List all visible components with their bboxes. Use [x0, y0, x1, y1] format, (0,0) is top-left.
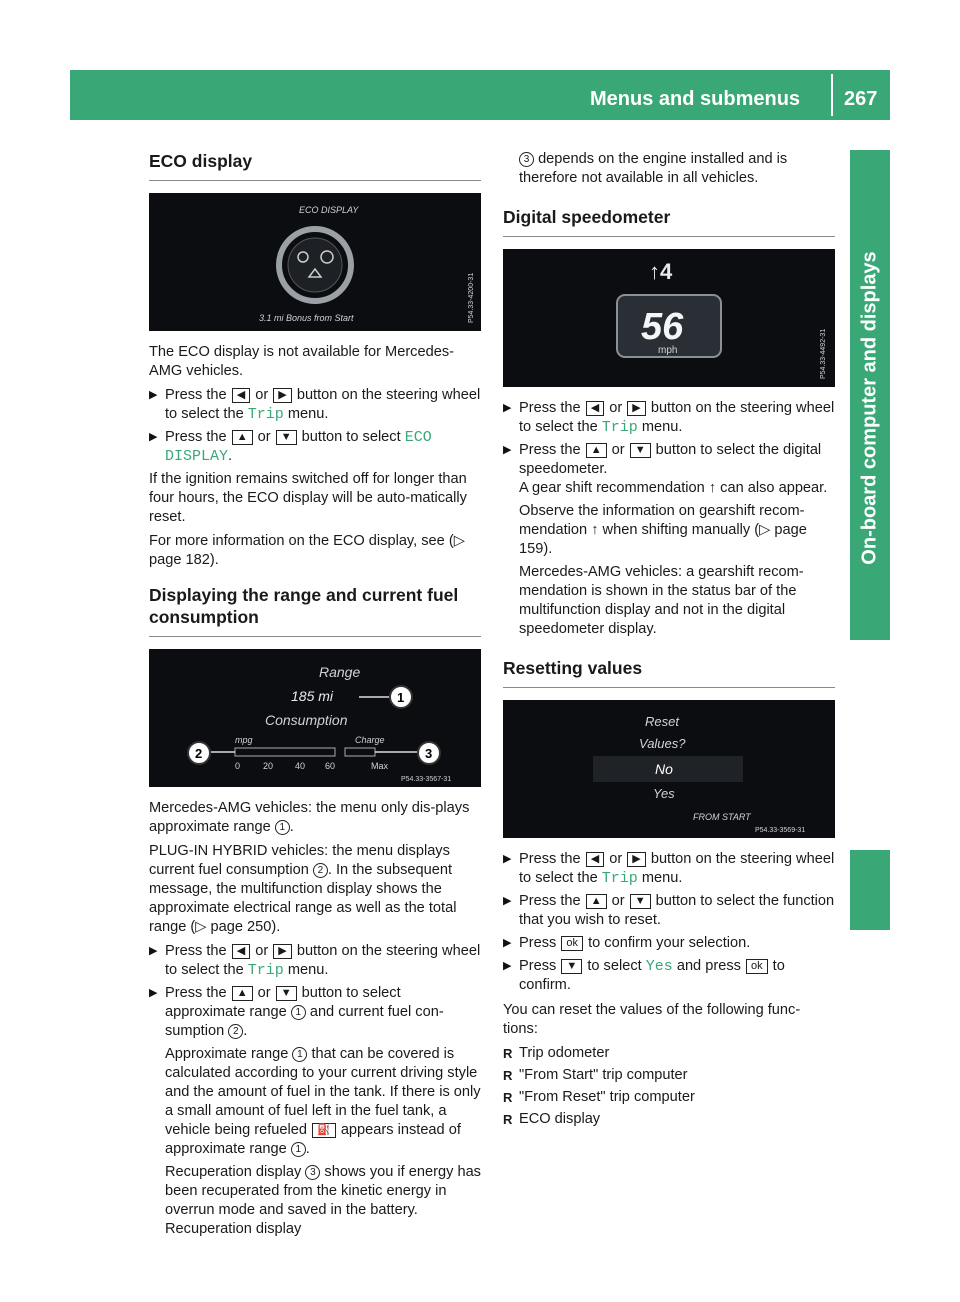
- svg-text:Consumption: Consumption: [265, 712, 348, 728]
- right-key-icon: ▶: [273, 944, 291, 959]
- eco-fig-code: P54.33-4200-31: [468, 272, 475, 323]
- trip-menu: Trip: [247, 406, 284, 423]
- svg-text:Values?: Values?: [639, 736, 686, 751]
- range-heading: Displaying the range and current fuel consumption: [149, 584, 481, 637]
- speedo-figure: [503, 249, 835, 387]
- svg-text:60: 60: [325, 761, 336, 771]
- list-item: R Trip odometer: [503, 1044, 835, 1063]
- down-key-icon: ▼: [630, 894, 651, 909]
- right-key-icon: ▶: [627, 401, 645, 416]
- down-key-icon: ▼: [276, 430, 297, 445]
- reset-step-2: ▶ Press the ▲ or ▼ button to select the function that you wish to reset.: [503, 892, 835, 930]
- svg-text:No: No: [655, 761, 673, 777]
- trip-menu: Trip: [247, 962, 284, 979]
- eco-step-2: ▶ Press the ▲ or ▼ button to select ECO DISPLAY.: [149, 428, 481, 466]
- reset-heading: Resetting values: [503, 657, 835, 688]
- up-key-icon: ▲: [586, 443, 607, 458]
- svg-text:mph: mph: [658, 345, 678, 356]
- reset-figure: [503, 700, 835, 838]
- svg-text:P54.33-3569-31: P54.33-3569-31: [755, 827, 806, 834]
- up-key-icon: ▲: [232, 430, 253, 445]
- ok-key-icon: ok: [746, 959, 768, 974]
- eco-display-menu: ECO DISPLAY: [165, 429, 432, 465]
- svg-text:P54.33-3567-31: P54.33-3567-31: [401, 776, 452, 783]
- up-key-icon: ▲: [232, 986, 253, 1001]
- left-key-icon: ◀: [586, 401, 604, 416]
- eco-fig-title: ECO DISPLAY: [299, 205, 359, 215]
- eco-p2: If the ignition remains switched off for longer than four hours, the ECO display will be auto-matically reset.: [149, 471, 467, 525]
- svg-text:Range: Range: [319, 664, 361, 680]
- down-key-icon: ▼: [276, 986, 297, 1001]
- svg-text:Charge: Charge: [355, 735, 385, 745]
- svg-text:40: 40: [295, 761, 306, 771]
- trip-menu: Trip: [601, 419, 638, 436]
- range-figure: [149, 649, 481, 787]
- eco-p1: The ECO display is not available for Mercedes-AMG vehicles.: [149, 344, 454, 379]
- svg-text:0: 0: [235, 761, 241, 771]
- side-tab-text: On-board computer and displays: [858, 251, 881, 565]
- svg-text:56: 56: [641, 306, 684, 348]
- svg-text:1: 1: [397, 690, 405, 705]
- right-column: [503, 150, 835, 1132]
- eco-p3: For more information on the ECO display, see (▷ page 182).: [149, 533, 465, 568]
- range-sub-2-cont: 3 depends on the engine installed and is therefore not available in all vehicles.: [519, 151, 788, 186]
- left-key-icon: ◀: [586, 852, 604, 867]
- svg-text:mpg: mpg: [235, 735, 253, 745]
- svg-text:FROM START: FROM START: [693, 812, 751, 822]
- range-sub-2: Recuperation display 3 shows you if energy has been recuperated from the kinetic energy in overrun mode and saved in the battery. Recuperation display: [165, 1164, 481, 1237]
- reset-step-3: ▶ Press ok to confirm your selection.: [503, 934, 835, 953]
- svg-text:Yes: Yes: [653, 786, 675, 801]
- speedo-sub-2: Observe the information on gearshift recom-mendation ↑ when shifting manually (▷ page 159).: [519, 503, 807, 557]
- svg-text:Reset: Reset: [645, 714, 679, 729]
- reset-step-4: ▶ Press ▼ to select Yes and press ok to confirm.: [503, 957, 835, 995]
- right-key-icon: ▶: [273, 388, 291, 403]
- eco-fig-bottom: 3.1 mi Bonus from Start: [259, 313, 354, 323]
- speedo-step-1: ▶ Press the ◀ or ▶ button on the steering wheel to select the Trip menu.: [503, 399, 835, 437]
- reset-p1: You can reset the values of the following func-tions:: [503, 1002, 801, 1037]
- left-key-icon: ◀: [232, 944, 250, 959]
- eco-heading: ECO display: [149, 150, 481, 181]
- speedo-heading: Digital speedometer: [503, 206, 835, 237]
- trip-menu: Trip: [601, 870, 638, 887]
- right-key-icon: ▶: [627, 852, 645, 867]
- fuel-icon: ⛽: [312, 1123, 336, 1138]
- range-step-2: ▶ Press the ▲ or ▼ button to select approximate range 1 and current fuel con-sumption 2 .: [149, 984, 481, 1041]
- ok-key-icon: ok: [561, 936, 583, 951]
- up-key-icon: ▲: [586, 894, 607, 909]
- svg-text:2: 2: [195, 746, 203, 761]
- left-column: [149, 150, 481, 1243]
- range-sub-1: Approximate range 1 that can be covered is calculated according to your current driving style and the amount of fuel in the tank. If there is only a small amount of fuel left in the fuel tank, a vehicle being refueled ⛽ appears instead of approximate range 1 .: [165, 1046, 481, 1157]
- down-key-icon: ▼: [561, 959, 582, 974]
- range-step-1: ▶ Press the ◀ or ▶ button on the steering wheel to select the Trip menu.: [149, 942, 481, 980]
- list-item: R ECO display: [503, 1110, 835, 1129]
- side-marker: [850, 850, 890, 930]
- header-divider: [831, 74, 833, 116]
- svg-text:Max: Max: [371, 761, 389, 771]
- speedo-sub-3: Mercedes-AMG vehicles: a gearshift recom-mendation is shown in the status bar of the multifunction display and not in the digital speedometer display.: [519, 564, 804, 637]
- eco-figure: [149, 193, 481, 331]
- svg-text:3: 3: [425, 746, 433, 761]
- svg-text:20: 20: [263, 761, 274, 771]
- reset-step-1: ▶ Press the ◀ or ▶ button on the steering wheel to select the Trip menu.: [503, 850, 835, 888]
- eco-step-1: ▶ Press the ◀ or ▶ button on the steering wheel to select the Trip menu.: [149, 386, 481, 424]
- header-title: Menus and submenus: [590, 88, 801, 110]
- list-item: R "From Start" trip computer: [503, 1066, 835, 1085]
- svg-text:185 mi: 185 mi: [291, 688, 334, 704]
- range-p2: PLUG-IN HYBRID vehicles: the menu displays current fuel consumption 2 . In the subsequent message, the multifunction display shows the approximate electrical range as well as the total range (▷ page 250).: [149, 843, 457, 935]
- svg-text:P54.33-4492-31: P54.33-4492-31: [820, 328, 827, 379]
- svg-text:↑4: ↑4: [649, 259, 673, 284]
- down-key-icon: ▼: [630, 443, 651, 458]
- yes-menu: Yes: [645, 958, 673, 975]
- list-item: R "From Reset" trip computer: [503, 1088, 835, 1107]
- left-key-icon: ◀: [232, 388, 250, 403]
- page-number: 267: [844, 88, 878, 110]
- range-p1: Mercedes-AMG vehicles: the menu only dis-plays approximate range 1 .: [149, 800, 470, 835]
- speedo-step-2: ▶ Press the ▲ or ▼ button to select the digital speedometer. A gear shift recommendation ↑ can also appear.: [503, 441, 835, 498]
